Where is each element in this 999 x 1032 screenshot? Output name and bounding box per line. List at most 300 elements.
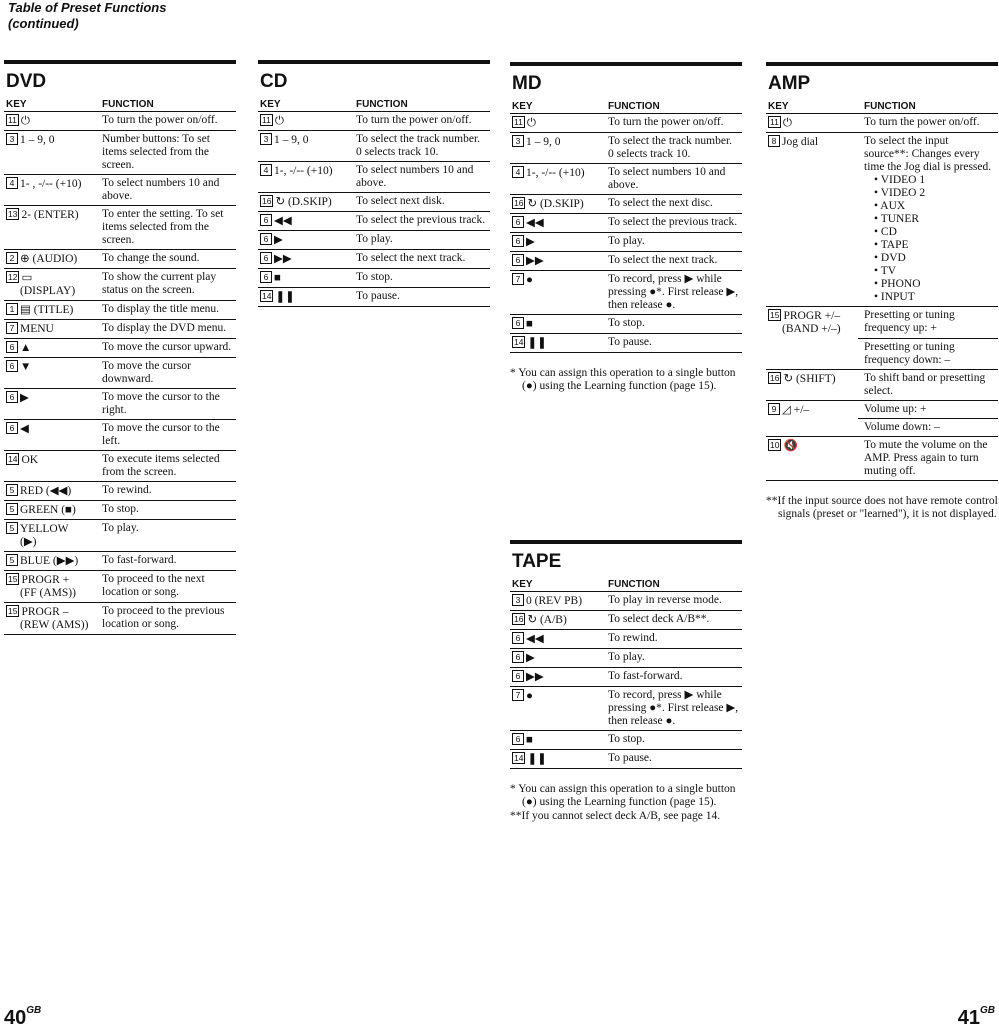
key-label: Jog dial <box>782 136 819 148</box>
list-item: • AUX <box>874 200 906 212</box>
key-number-badge: 6 <box>6 360 18 372</box>
key-cell <box>510 592 602 611</box>
key-cell <box>4 112 96 131</box>
key-cell <box>258 231 350 250</box>
function-cell <box>858 133 998 307</box>
key-cell <box>4 451 96 482</box>
key-number-badge: 9 <box>768 403 780 415</box>
table-row <box>4 269 236 301</box>
table-row <box>510 649 742 668</box>
function-cell: Number buttons: To set items selected from the screen. <box>96 131 236 175</box>
table-row <box>4 520 236 552</box>
cd-table <box>258 99 490 307</box>
key-label: ⊕ (AUDIO) <box>20 253 78 265</box>
key-cell <box>4 250 96 269</box>
function-cell: Presetting or tuning frequency up: + <box>858 307 998 339</box>
table-row <box>4 320 236 339</box>
function-cell: To record, press ▶ while pressing ●*. First release ▶, then release ●. <box>602 687 742 731</box>
key-number-badge: 14 <box>514 753 524 763</box>
function-cell: To move the cursor to the right. <box>96 389 236 420</box>
key-cell <box>4 571 96 603</box>
key-sublabel: (REW (AMS)) <box>20 619 89 631</box>
table-row <box>510 334 742 353</box>
table-row <box>510 252 742 271</box>
list-item: • TUNER <box>874 213 920 225</box>
function-cell: To proceed to the previous location or song. <box>96 603 236 635</box>
function-cell: To select next disk. <box>350 193 490 212</box>
key-number-badge: 14 <box>262 291 272 301</box>
key-number-badge: 16 <box>262 196 272 206</box>
key-number-badge: 6 <box>6 341 18 353</box>
function-cell: To fast-forward. <box>96 552 236 571</box>
table-row <box>4 112 236 131</box>
key-number-badge: 11 <box>262 115 271 125</box>
key-label: ▶ <box>526 236 535 248</box>
key-label: PROGR – <box>21 606 69 618</box>
key-cell <box>510 214 602 233</box>
function-cell: To select numbers 10 and above. <box>602 164 742 195</box>
key-label: ❚❚ <box>527 337 547 349</box>
table-row <box>766 437 998 481</box>
function-cell: To stop. <box>350 269 490 288</box>
key-cell <box>258 193 350 212</box>
key-label: ⏻ <box>526 117 536 129</box>
key-number-badge: 4 <box>512 166 524 178</box>
key-label: 1- , -/-- (+10) <box>20 178 82 190</box>
function-header: FUNCTION <box>858 101 998 114</box>
mute-icon: 🔇 <box>783 440 798 452</box>
key-number-badge: 11 <box>514 117 523 127</box>
function-header: FUNCTION <box>96 99 236 112</box>
key-number-badge: 11 <box>770 117 779 127</box>
key-number-badge: 12 <box>8 272 18 282</box>
key-label: 1-, -/-- (+10) <box>526 167 585 179</box>
function-text: To select the input source**: Changes every time the Jog dial is pressed. <box>864 135 992 173</box>
key-cell <box>510 649 602 668</box>
section-rule <box>510 540 742 544</box>
table-row <box>766 307 998 339</box>
table-row <box>510 164 742 195</box>
key-number-badge: 6 <box>512 254 524 266</box>
function-cell: To pause. <box>602 750 742 769</box>
key-cell <box>258 212 350 231</box>
function-cell: To select the track number. 0 selects track 10. <box>350 131 490 162</box>
table-row <box>4 482 236 501</box>
table-row <box>4 552 236 571</box>
key-cell <box>258 250 350 269</box>
amp-table <box>766 101 998 481</box>
key-cell <box>4 603 96 635</box>
key-number-badge: 5 <box>6 522 18 534</box>
section-rule <box>258 60 490 64</box>
section-title: DVD <box>6 71 47 92</box>
function-cell: To select the next disc. <box>602 195 742 214</box>
table-row <box>4 301 236 320</box>
key-sublabel: (DISPLAY) <box>20 285 76 297</box>
function-cell: To pause. <box>350 288 490 307</box>
table-row <box>4 571 236 603</box>
function-cell: To proceed to the next location or song. <box>96 571 236 603</box>
key-number-badge: 6 <box>260 271 272 283</box>
function-cell: To display the DVD menu. <box>96 320 236 339</box>
key-number-badge: 3 <box>6 133 18 145</box>
key-number-badge: 4 <box>6 177 18 189</box>
table-row <box>4 603 236 635</box>
key-number-badge: 14 <box>514 337 524 347</box>
function-cell: To select the next track. <box>602 252 742 271</box>
function-cell: To select the previous track. <box>350 212 490 231</box>
tape-table <box>510 579 742 769</box>
cd-section <box>258 60 490 307</box>
list-item: • VIDEO 1 <box>874 174 926 186</box>
key-label: ▤ (TITLE) <box>20 304 74 316</box>
function-cell: Presetting or tuning frequency down: – <box>858 338 998 369</box>
table-row <box>4 358 236 389</box>
key-cell <box>4 301 96 320</box>
key-cell <box>4 389 96 420</box>
key-number-badge: 6 <box>6 422 18 434</box>
function-cell: To record, press ▶ while pressing ●*. First release ▶, then release ●. <box>602 271 742 315</box>
function-cell: To rewind. <box>602 630 742 649</box>
key-label: ◀ <box>20 423 29 435</box>
key-cell <box>510 114 602 133</box>
key-cell <box>4 520 96 552</box>
function-cell: To show the current play status on the screen. <box>96 269 236 301</box>
key-cell <box>510 334 602 353</box>
function-cell: To enter the setting. To set items selected from the screen. <box>96 206 236 250</box>
key-label: OK <box>21 454 39 466</box>
key-label: ● <box>526 690 533 702</box>
page-number-right: $41^{GB}$ <box>957 1005 995 1029</box>
key-header: KEY <box>510 101 602 114</box>
key-label: ↻ (D.SKIP) <box>275 196 332 208</box>
key-label: RED (◀◀) <box>20 485 72 497</box>
table-row <box>510 214 742 233</box>
table-row <box>4 206 236 250</box>
key-header: KEY <box>258 99 350 112</box>
key-cell <box>510 233 602 252</box>
section-rule <box>766 62 998 66</box>
key-label: GREEN (■) <box>20 504 76 516</box>
page-header <box>8 0 166 32</box>
key-header: KEY <box>766 101 858 114</box>
key-label: BLUE (▶▶) <box>20 555 79 567</box>
key-cell <box>766 133 858 307</box>
md-table <box>510 101 742 353</box>
key-label: ▶ <box>20 392 29 404</box>
key-label: ■ <box>274 272 281 284</box>
dvd-section <box>4 60 236 635</box>
table-row <box>258 212 490 231</box>
key-number-badge: 11 <box>8 115 17 125</box>
function-cell: To turn the power on/off. <box>858 114 998 133</box>
function-cell: To fast-forward. <box>602 668 742 687</box>
key-cell <box>510 133 602 164</box>
table-row <box>510 731 742 750</box>
function-cell: To move the cursor to the left. <box>96 420 236 451</box>
key-number-badge: 3 <box>512 135 524 147</box>
table-row <box>4 131 236 175</box>
tape-section <box>510 540 742 824</box>
function-cell: To select the track number. 0 selects track 10. <box>602 133 742 164</box>
key-number-badge: 6 <box>512 235 524 247</box>
key-cell <box>510 731 602 750</box>
key-cell <box>258 162 350 193</box>
key-number-badge: 16 <box>514 614 524 624</box>
function-cell: To turn the power on/off. <box>602 114 742 133</box>
source-list <box>864 174 996 304</box>
function-cell: Volume down: – <box>858 419 998 437</box>
table-row <box>766 419 998 437</box>
section-title: CD <box>260 71 288 92</box>
key-number-badge: 6 <box>260 233 272 245</box>
tape-notes <box>510 783 742 823</box>
key-number-badge: 16 <box>514 198 524 208</box>
key-cell <box>4 552 96 571</box>
table-row <box>510 271 742 315</box>
amp-section <box>766 62 998 522</box>
table-row <box>766 369 998 400</box>
function-cell: Volume up: + <box>858 400 998 419</box>
function-cell: To stop. <box>602 315 742 334</box>
key-label: 1 – 9, 0 <box>20 134 55 146</box>
dvd-table <box>4 99 236 635</box>
key-label: ▶ <box>526 652 535 664</box>
key-cell <box>4 482 96 501</box>
key-label: 1-, -/-- (+10) <box>274 165 333 177</box>
key-label: ⏻ <box>20 115 30 127</box>
key-label: 1 – 9, 0 <box>526 136 561 148</box>
key-cell <box>4 501 96 520</box>
table-row <box>510 611 742 630</box>
table-row <box>4 420 236 451</box>
key-label: ▼ <box>20 361 32 373</box>
key-cell <box>766 114 858 133</box>
table-row <box>258 162 490 193</box>
key-number-badge: 5 <box>6 554 18 566</box>
key-label: ◀◀ <box>274 215 292 227</box>
md-note: * You can assign this operation to a single button (●) using the Learning function (page 15). <box>510 367 736 392</box>
key-label: ⏻ <box>274 115 284 127</box>
table-row <box>4 175 236 206</box>
key-label: ↻ (SHIFT) <box>783 372 836 385</box>
key-header: KEY <box>510 579 602 592</box>
function-cell: To turn the power on/off. <box>350 112 490 131</box>
table-row <box>4 451 236 482</box>
key-cell <box>510 315 602 334</box>
tape-note-2: **If you cannot select deck A/B, see page 14. <box>510 810 721 822</box>
key-label: ▶▶ <box>526 255 544 267</box>
function-cell: To play. <box>602 233 742 252</box>
key-cell <box>4 358 96 389</box>
table-row <box>510 315 742 334</box>
key-cell <box>258 269 350 288</box>
table-row <box>258 269 490 288</box>
table-row <box>766 133 998 307</box>
key-number-badge: 8 <box>768 135 780 147</box>
key-cell <box>510 252 602 271</box>
function-cell: To display the title menu. <box>96 301 236 320</box>
key-cell <box>510 195 602 214</box>
key-label: ▶ <box>274 234 283 246</box>
key-number-badge: 6 <box>512 670 524 682</box>
list-item: • INPUT <box>874 291 915 303</box>
key-number-badge: 6 <box>512 632 524 644</box>
key-cell <box>766 338 858 369</box>
table-row <box>510 114 742 133</box>
list-item: • CD <box>874 226 897 238</box>
key-cell <box>258 131 350 162</box>
page-number-left: $40^{GB}$ <box>4 1005 42 1029</box>
list-item: • TAPE <box>874 239 909 251</box>
key-label: ▭ <box>21 272 33 284</box>
function-header: FUNCTION <box>350 99 490 112</box>
key-cell <box>258 112 350 131</box>
section-rule <box>4 60 236 64</box>
key-cell <box>766 400 858 419</box>
key-cell <box>4 320 96 339</box>
function-cell: To play. <box>602 649 742 668</box>
key-label: ● <box>526 274 533 286</box>
key-label: ▶▶ <box>274 253 292 265</box>
function-cell: To execute items selected from the screen. <box>96 451 236 482</box>
key-number-badge: 4 <box>260 164 272 176</box>
key-number-badge: 5 <box>6 484 18 496</box>
function-cell: To select the previous track. <box>602 214 742 233</box>
key-cell <box>4 206 96 250</box>
key-label: ■ <box>526 734 533 746</box>
function-header: FUNCTION <box>602 101 742 114</box>
key-sublabel: (BAND +/–) <box>782 323 841 335</box>
key-label: ↻ (D.SKIP) <box>527 198 584 210</box>
function-cell: To shift band or presetting select. <box>858 369 998 400</box>
key-number-badge: 15 <box>8 574 18 584</box>
key-cell <box>766 419 858 437</box>
function-cell: To stop. <box>602 731 742 750</box>
table-row <box>4 339 236 358</box>
key-number-badge: 6 <box>6 391 18 403</box>
function-cell: To select numbers 10 and above. <box>96 175 236 206</box>
key-cell <box>4 420 96 451</box>
function-cell: To play. <box>96 520 236 552</box>
table-row <box>258 131 490 162</box>
key-cell <box>766 369 858 400</box>
key-cell <box>766 307 858 339</box>
table-row <box>258 112 490 131</box>
key-cell <box>510 750 602 769</box>
header-title: Table of Preset Functions <box>8 0 167 15</box>
list-item: • VIDEO 2 <box>874 187 926 199</box>
function-cell: To select the next track. <box>350 250 490 269</box>
section-rule <box>510 62 742 66</box>
key-label: ◀◀ <box>526 633 544 645</box>
list-item: • PHONO <box>874 278 921 290</box>
table-row <box>258 250 490 269</box>
header-subtitle: (continued) <box>8 16 79 31</box>
key-number-badge: 6 <box>512 733 524 745</box>
table-row <box>4 389 236 420</box>
table-row <box>510 592 742 611</box>
key-number-badge: 6 <box>512 216 524 228</box>
table-row <box>4 501 236 520</box>
function-cell: To move the cursor downward. <box>96 358 236 389</box>
list-item: • DVD <box>874 252 906 264</box>
key-label: ❚❚ <box>527 753 547 765</box>
key-number-badge: 6 <box>512 317 524 329</box>
key-number-badge: 15 <box>770 310 780 320</box>
table-row <box>510 133 742 164</box>
key-cell <box>766 437 858 481</box>
table-row <box>766 114 998 133</box>
key-number-badge: 2 <box>6 252 18 264</box>
table-row <box>258 231 490 250</box>
key-label: 1 – 9, 0 <box>274 134 309 146</box>
key-number-badge: 15 <box>8 606 18 616</box>
tape-note-1: * You can assign this operation to a single button (●) using the Learning function (page 15). <box>510 783 736 808</box>
list-item: • TV <box>874 265 897 277</box>
key-label: ◀◀ <box>526 217 544 229</box>
md-section <box>510 62 742 394</box>
section-title: TAPE <box>512 551 562 572</box>
power-icon: ⏻ <box>782 117 792 129</box>
key-cell <box>4 131 96 175</box>
key-number-badge: 3 <box>512 594 524 606</box>
key-cell <box>4 339 96 358</box>
key-label: 0 (REV PB) <box>526 595 583 607</box>
key-number-badge: 13 <box>8 209 18 219</box>
key-number-badge: 3 <box>260 133 272 145</box>
table-row <box>510 195 742 214</box>
table-row <box>4 250 236 269</box>
key-cell <box>4 269 96 301</box>
key-sublabel: (FF (AMS)) <box>20 587 76 599</box>
key-cell <box>510 164 602 195</box>
key-number-badge: 6 <box>512 651 524 663</box>
key-cell <box>510 630 602 649</box>
key-number-badge: 7 <box>512 273 524 285</box>
key-label: ❚❚ <box>275 291 295 303</box>
key-label: ▲ <box>20 342 32 354</box>
function-cell: To change the sound. <box>96 250 236 269</box>
key-number-badge: 6 <box>260 252 272 264</box>
function-cell: To play. <box>350 231 490 250</box>
table-row <box>258 288 490 307</box>
key-label: PROGR + <box>21 574 70 586</box>
key-label: 2- (ENTER) <box>21 209 79 221</box>
key-label: ▶▶ <box>526 671 544 683</box>
function-cell: To stop. <box>96 501 236 520</box>
function-cell: To rewind. <box>96 482 236 501</box>
table-row <box>766 338 998 369</box>
key-cell <box>510 271 602 315</box>
function-cell: To move the cursor upward. <box>96 339 236 358</box>
key-label: ↻ (A/B) <box>527 614 567 626</box>
key-number-badge: 7 <box>6 322 18 334</box>
key-cell <box>510 687 602 731</box>
section-title: MD <box>512 73 542 94</box>
function-cell: To select deck A/B**. <box>602 611 742 630</box>
amp-note: **If the input source does not have remote control signals (preset or "learned"), it is not displayed. <box>766 495 998 520</box>
table-row <box>510 750 742 769</box>
table-row <box>258 193 490 212</box>
key-sublabel: (▶) <box>20 536 37 548</box>
table-row <box>510 687 742 731</box>
function-cell: To pause. <box>602 334 742 353</box>
key-label: PROGR +/– <box>783 310 841 322</box>
table-row <box>510 668 742 687</box>
key-label: YELLOW <box>20 523 69 535</box>
table-row <box>766 400 998 419</box>
